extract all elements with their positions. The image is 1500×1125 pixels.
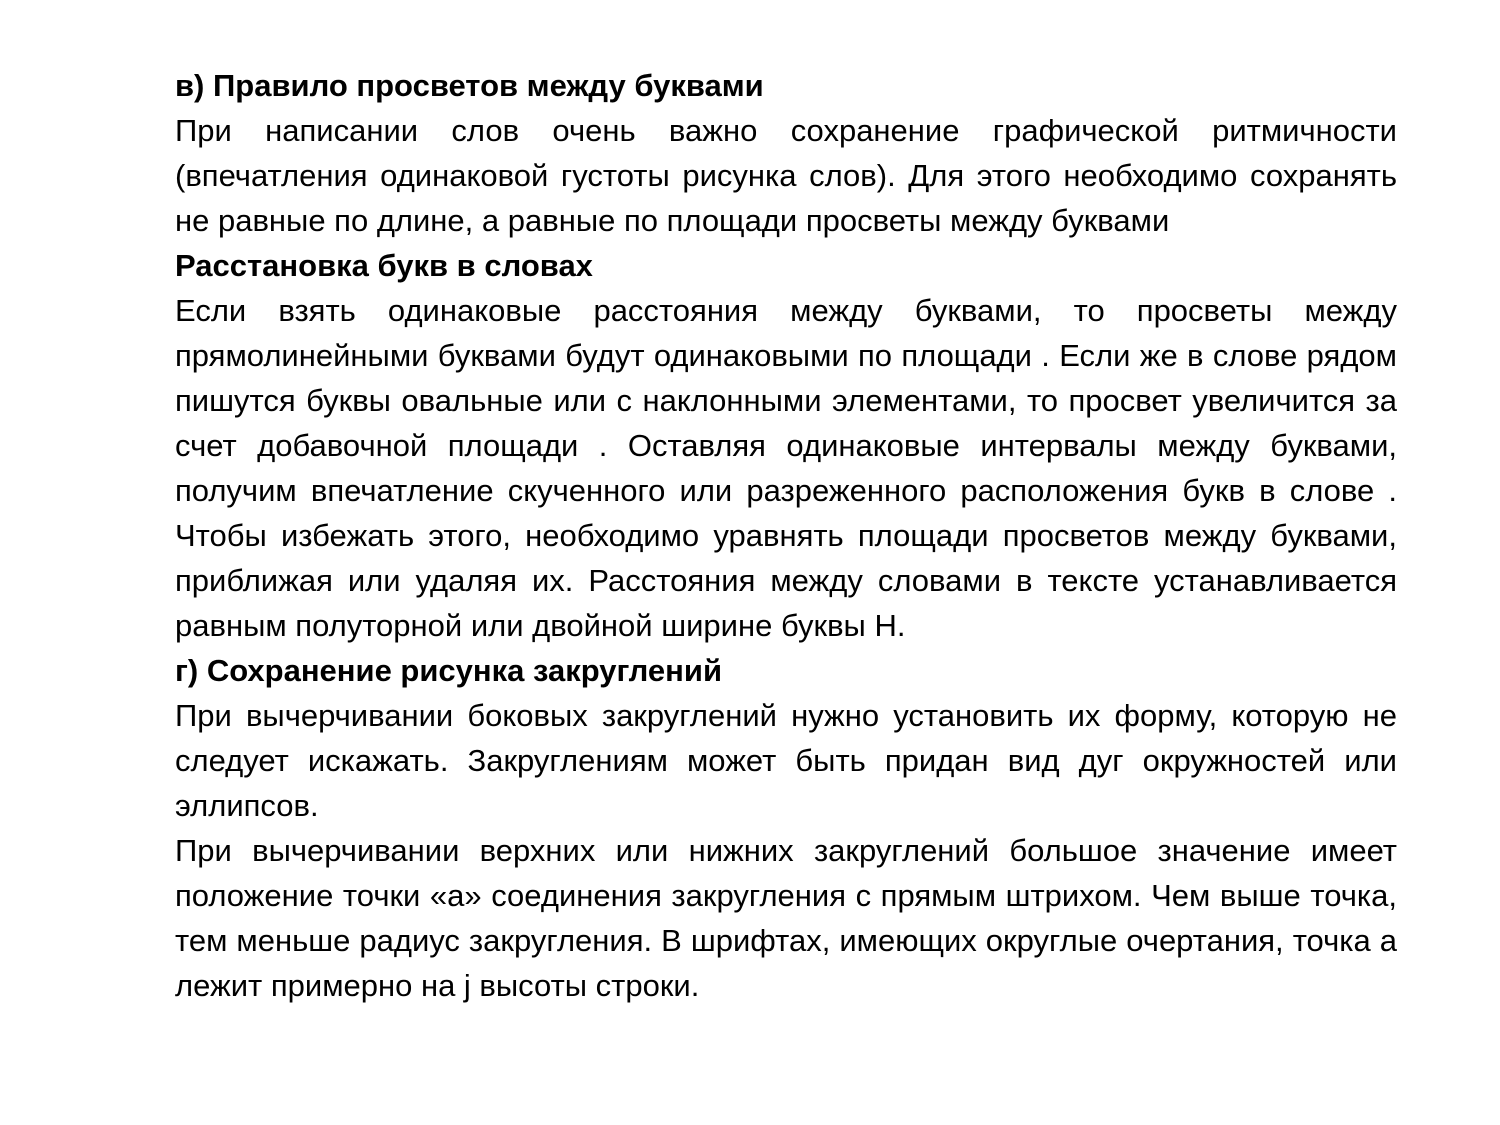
section-heading-letter-placement: Расстановка букв в словах xyxy=(175,248,593,283)
document-page xyxy=(175,63,1397,1008)
section-heading-v: в) Правило просветов между буквами xyxy=(175,68,764,103)
paragraph-side-roundings: При вычерчивании боковых закруглений нужно установить их форму, которую не следует искажать. Закруглениям может быть придан вид дуг окружностей или эллипсов. xyxy=(175,698,1397,823)
paragraph-top-bottom-roundings: При вычерчивании верхних или нижних закруглений большое значение имеет положение точки «а» соединения закругления с прямым штрихом. Чем выше точка, тем меньше радиус закругления. В шрифтах, имеющих округлые очертания, точка а лежит примерно на j высоты строки. xyxy=(175,833,1397,1003)
section-heading-g: г) Сохранение рисунка закруглений xyxy=(175,653,723,688)
paragraph-letter-spacing: Если взять одинаковые расстояния между буквами, то просветы между прямолинейными буквами будут одинаковыми по площади . Если же в слове рядом пишутся буквы овальные или с наклонными элементами, то просвет увеличится за счет добавочной площади . Оставляя одинаковые интервалы между буквами, получим впечатление скученного или разреженного расположения букв в слове . Чтобы избежать этого, необходимо уравнять площади просветов между буквами, приближая или удаляя их. Расстояния между словами в тексте устанавливается равным полуторной или двойной ширине буквы Н. xyxy=(175,293,1397,643)
paragraph-graphic-rhythm: При написании слов очень важно сохранение графической ритмичности (впечатления одинаковой густоты рисунка слов). Для этого необходимо сохранять не равные по длине, а равные по площади просветы между буквами xyxy=(175,113,1397,238)
